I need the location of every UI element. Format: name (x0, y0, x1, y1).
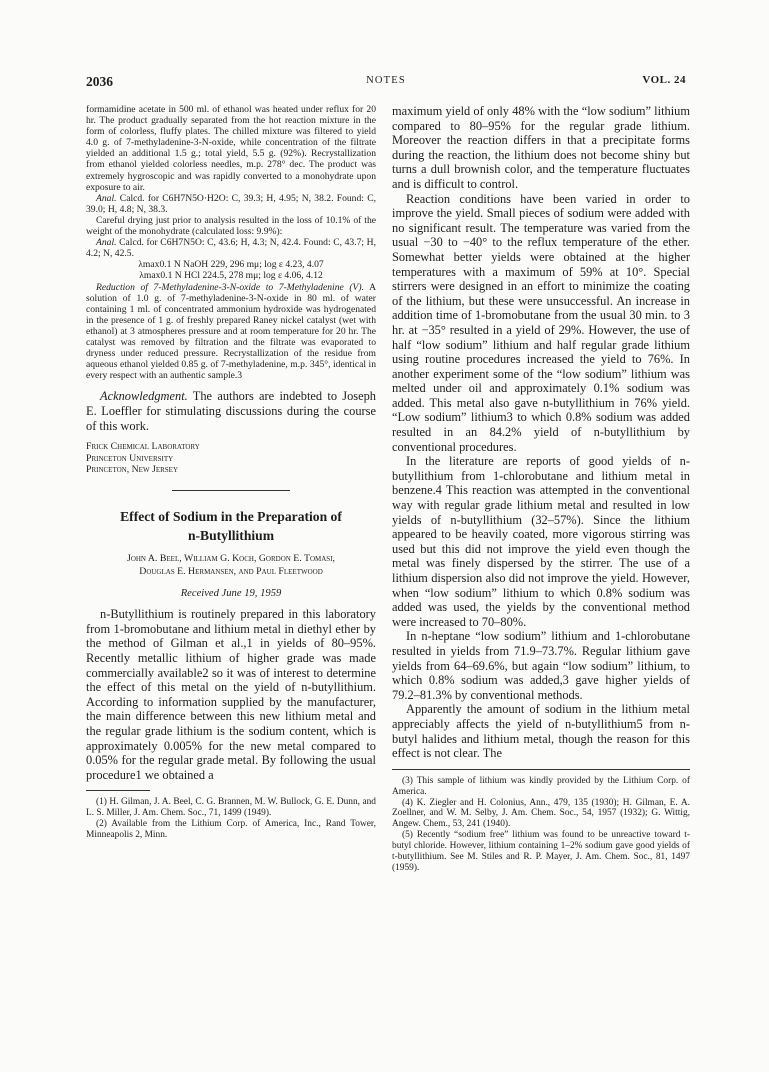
acknowledgment-text: The authors are indebted to Joseph E. Loeffler for stimulating discussions during the course of this work. (86, 389, 377, 433)
drying-paragraph: Careful drying just prior to analysis resulted in the loss of 10.1% of the weight of the monohydrate (calculated loss: 9.9%): (86, 214, 376, 238)
experimental-paragraph: formamidine acetate in 500 ml. of ethanol was heated under reflux for 20 hr. The product gradually separated from the hot reaction mixture in the form of colorless, fluffy plates. The chilled mixture was filtered to yield 4.0 g. of 7-methyladenine-3-N-oxide, while concentration of the filtrate yielded an additional 1.5 g.; total yield, 5.5 g. (92%). Recrystallization from ethanol yielded colorless needles, m.p. 278° dec. The product was extremely hygroscopic and was rapidly converted to a monohydrate upon exposure to air. (86, 104, 376, 193)
analysis-label: Anal. (96, 192, 117, 204)
footnote: (5) Recently “sodium free” lithium was found to be unreactive toward t-butyl chloride. However, lithium containing 1–2% sodium gave good yields of t-butyllithium. See M. Stiles and R. P. Mayer, J. Am. Chem. Soc., 81, 1497 (1959). (392, 830, 690, 873)
footnote: (2) Available from the Lithium Corp. of America, Inc., Rand Tower, Minneapolis 2, Minn. (86, 819, 376, 840)
affiliation-line: Princeton University (86, 452, 174, 464)
article-title: n-Butyllithium (187, 528, 275, 544)
footnote: (3) This sample of lithium was kindly provided by the Lithium Corp. of America. (392, 775, 690, 797)
footnote: (1) H. Gilman, J. A. Beel, C. G. Brannen, M. W. Bullock, G. E. Dunn, and L. S. Miller, J. Am. Chem. Soc., 71, 1499 (1949). (86, 797, 376, 819)
analysis-label: Anal. (96, 237, 117, 249)
received-date: Received June 19, 1959 (180, 588, 282, 600)
section-name: NOTES (366, 75, 406, 86)
affiliation-line: Princeton, New Jersey (86, 463, 178, 475)
body-paragraph: Apparently the amount of sodium in the lithium metal appreciably affects the yield of n-butyllithium5 from n-butyl halides and lithium metal, though the reason for this effect is not clear. The (392, 702, 690, 761)
reduction-paragraph (86, 282, 376, 382)
body-paragraph: n-Butyllithium is routinely prepared in this laboratory from 1-bromobutane and lithium metal in diethyl ether by the method of Gilman et al.,1 in yields of 80–95%. Recently metallic lithium of higher grade was made commercially available2 so it was of interest to determine the effect of this metal on the yield of n-butyllithium. According to information supplied by the manufacturer, the main difference between this new lithium metal and the regular grade lithium is the sodium content, which is approximately 0.005% for the new metal compared to 0.05% for the regular grade metal. By following the usual procedure1 we obtained a (86, 607, 376, 782)
footnote-divider (86, 790, 150, 791)
reduction-text: A solution of 1.0 g. of 7-methyladenine-3-N-oxide in 80 ml. of water containing 1 ml. of concentrated ammonium hydroxide was hydrogenated in the presence of 1 g. of freshly prepared Raney nickel catalyst (wet with ethanol) at 3 atmospheres pressure and at room temperature for 20 hr. The catalyst was removed by filtration and the filtrate was evaporated to dryness under reduced pressure. Recrystallization of the residue from aqueous ethanol yielded 0.85 g. of 7-methyladenine, m.p. 345°, identical in every respect with an authentic sample.3 (86, 281, 377, 382)
footnote: (4) K. Ziegler and H. Colonius, Ann., 479, 135 (1930); H. Gilman, E. A. Zoellner, and W. M. Selby, J. Am. Chem. Soc., 54, 1957 (1932); G. Wittig, Angew. Chem., 53, 241 (1940). (392, 797, 690, 830)
author-list (86, 553, 376, 578)
analysis-line (86, 237, 376, 259)
acknowledgment (86, 389, 376, 433)
page-number: 2036 (86, 74, 113, 89)
analysis-line (86, 193, 376, 215)
uv-data-line: λmax0.1 N HCl 224.5, 278 mμ; log ε 4.06, 4.12 (139, 270, 323, 282)
section-divider (172, 490, 290, 491)
analysis-text: Calcd. for C6H7N5O: C, 43.6; H, 4.3; N, 42.4. Found: C, 43.7; H, 4.2; N, 42.5. (86, 237, 376, 260)
reduction-heading: Reduction of 7-Methyladenine-3-N-oxide to 7-Methyladenine (V). (96, 281, 364, 293)
affiliation-line: Frick Chemical Laboratory (86, 441, 200, 453)
body-paragraph: In the literature are reports of good yields of n-butyllithium from 1-chlorobutane and lithium metal in benzene.4 This reaction was attempted in the conventional way with regular grade lithium metal and resulted in low yields of n-butyllithium (32–57%). Since the lithium appeared to be heavily coated, more vigorous stirring was used but this did not improve the yield even though the metal was finely dispersed by the stirrer. The use of a lithium dispersion also did not improve the yield. However, when “low sodium” lithium to which 0.8% sodium was added was used, the yields by the conventional method were increased to 70–80%. (392, 454, 690, 629)
volume-number: VOL. 24 (642, 74, 686, 86)
author-line: John A. Beel, William G. Koch, Gordon E. Tomasi, (127, 553, 335, 565)
body-paragraph: maximum yield of only 48% with the “low sodium” lithium compared to 80–95% for the regular grade lithium. Moreover the reaction differs in that a precipitate forms during the reaction, the lithium does not become shiny but turns a dull brownish color, and the temperature fluctuates and is difficult to control. (392, 104, 690, 191)
body-paragraph: Reaction conditions have been varied in order to improve the yield. Small pieces of sodium were added with no significant result. The temperature was varied from the usual −30 to −40° to the reflux temperature of the ether. Somewhat better yields were obtained at the higher temperatures with a maximum of 59% at 10°. Special stirrers were designed in an effort to minimize the coating of the lithium, but these were unsuccessful. An increase in addition time of 1-bromobutane from the usual 30 min. to 3 hr. at −35° resulted in a yield of 29%. However, the use of half “low sodium” lithium and half regular grade lithium using routine procedures increased the yield to 76%. In another experiment some of the “low sodium” lithium was melted under oil and approximately 0.1% sodium was added. This metal also gave n-butyllithium in 76% yield. “Low sodium” lithium3 to which 0.8% sodium was added resulted in an 84.2% yield of n-butyllithium by conventional procedures. (392, 191, 690, 454)
uv-data-line: λmax0.1 N NaOH 229, 296 mμ; log ε 4.23, 4.07 (138, 259, 324, 271)
article-title: Effect of Sodium in the Preparation of (120, 509, 342, 525)
analysis-text: Calcd. for C6H7N5O·H2O: C, 39.3; H, 4.95; N, 38.2. Found: C, 39.0; H, 4.8; N, 38.3. (86, 192, 376, 215)
right-column (392, 104, 690, 874)
running-header (86, 74, 686, 92)
body-paragraph: In n-heptane “low sodium” lithium and 1-chlorobutane resulted in yields from 71.9–73.7%. Regular lithium gave yields from 64–69.6%, but again “low sodium” lithium, to which 0.8% sodium was added,3 gave higher yields of 79.2–81.3% by conventional methods. (392, 629, 690, 702)
left-column (86, 104, 376, 841)
author-line: Douglas E. Hermansen, and Paul Fleetwood (139, 565, 323, 577)
footnote-divider (392, 769, 690, 770)
acknowledgment-label: Acknowledgment. (100, 389, 188, 404)
